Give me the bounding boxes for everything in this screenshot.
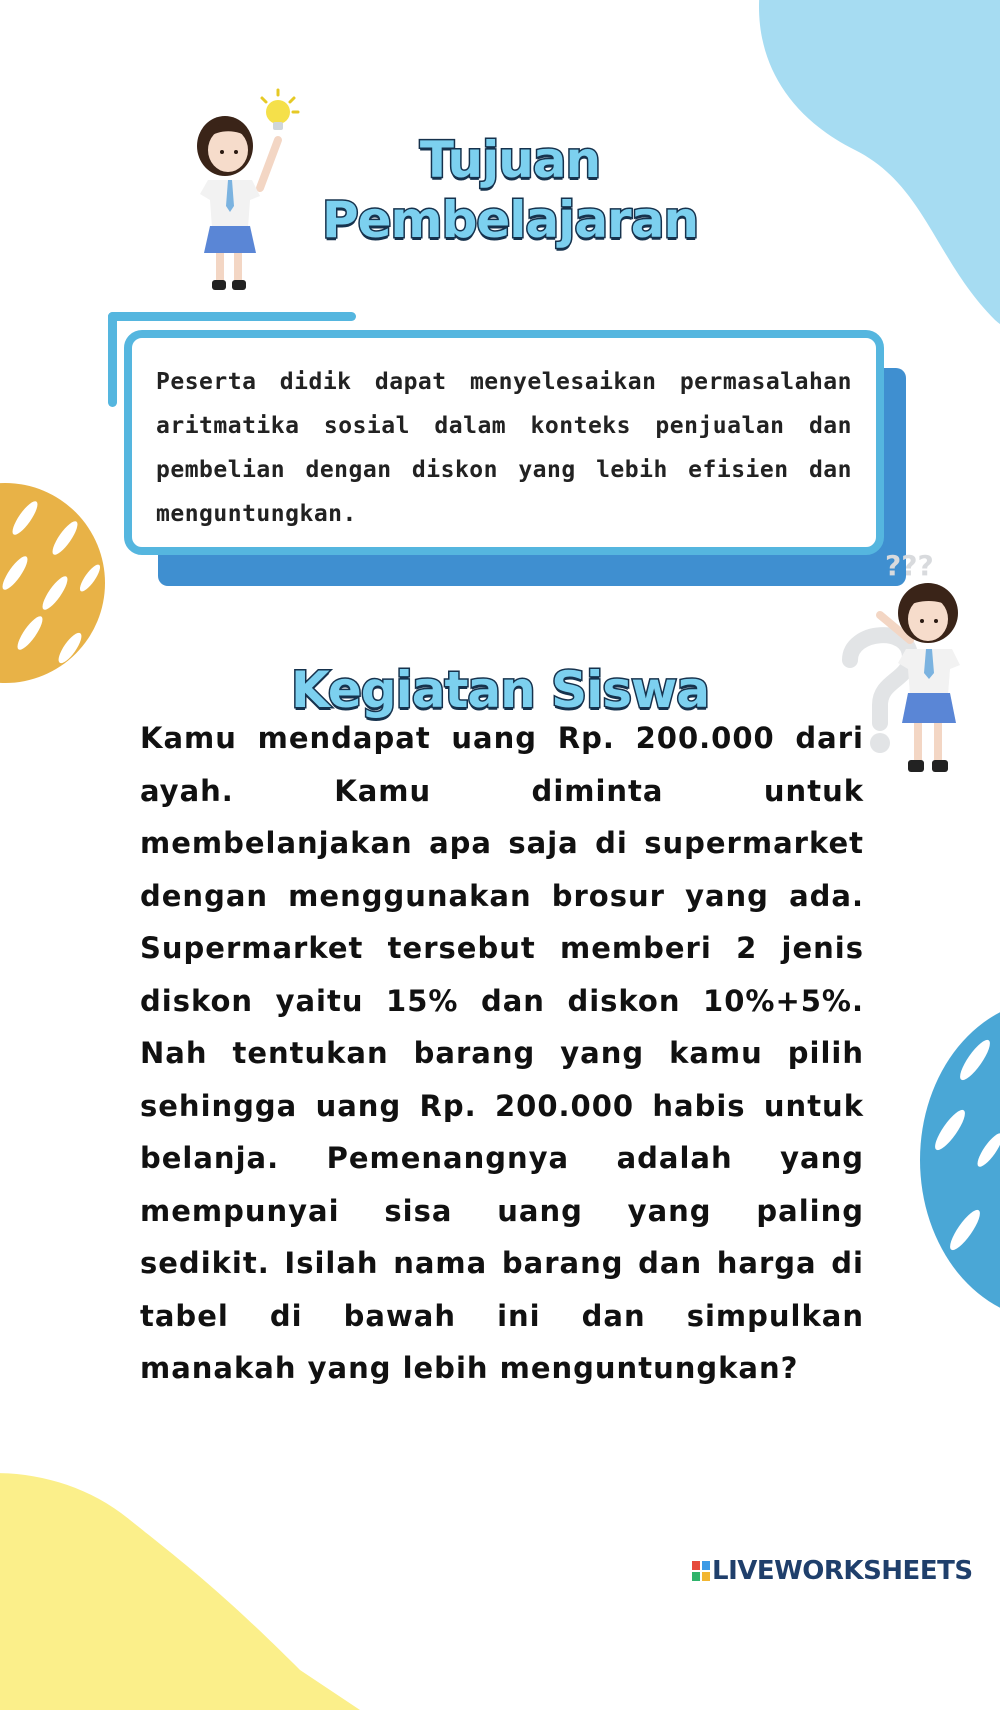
objective-box — [124, 330, 884, 555]
page-title — [300, 130, 720, 250]
lightbulb-icon — [262, 90, 298, 130]
girl-with-lightbulb-illustration — [190, 88, 310, 298]
objective-box-accent-left — [108, 312, 117, 407]
section-title-activity: Kegiatan Siswa — [291, 661, 709, 719]
title-line-1: Tujuan — [419, 131, 601, 189]
liveworksheets-logo-text: LIVEWORKSHEETS — [712, 1556, 973, 1586]
question-marks-text: ??? — [885, 549, 934, 582]
liveworksheets-logo-icon — [692, 1561, 710, 1581]
objective-text: Peserta didik dapat menyelesaikan permasalahan aritmatika sosial dalam konteks penjualan dan pembelian dengan diskon yang lebih efisien dan menguntungkan. — [156, 369, 852, 527]
decorative-circle-orange — [0, 478, 105, 688]
decorative-blob-bottom-yellow — [0, 1470, 360, 1710]
activity-text: Kamu mendapat uang Rp. 200.000 dari ayah. Kamu diminta untuk membelanjakan apa saja di supermarket dengan menggunakan brosur yang ada. Supermarket tersebut memberi 2 jenis diskon yaitu 15% dan diskon 10%+5%. Nah tentukan barang yang kamu pilih sehingga uang Rp. 200.000 habis untuk belanja. Pemenangnya adalah yang mempunyai sisa uang yang paling sedikit. Isilah nama barang dan harga di tabel di bawah ini dan simpulkan manakah yang lebih menguntungkan? — [140, 721, 864, 1385]
decorative-blob-top-right — [745, 0, 1000, 360]
objective-box-accent-top — [108, 312, 356, 321]
decorative-circle-blue — [920, 1000, 1000, 1320]
title-line-2: Pembelajaran — [321, 191, 699, 249]
